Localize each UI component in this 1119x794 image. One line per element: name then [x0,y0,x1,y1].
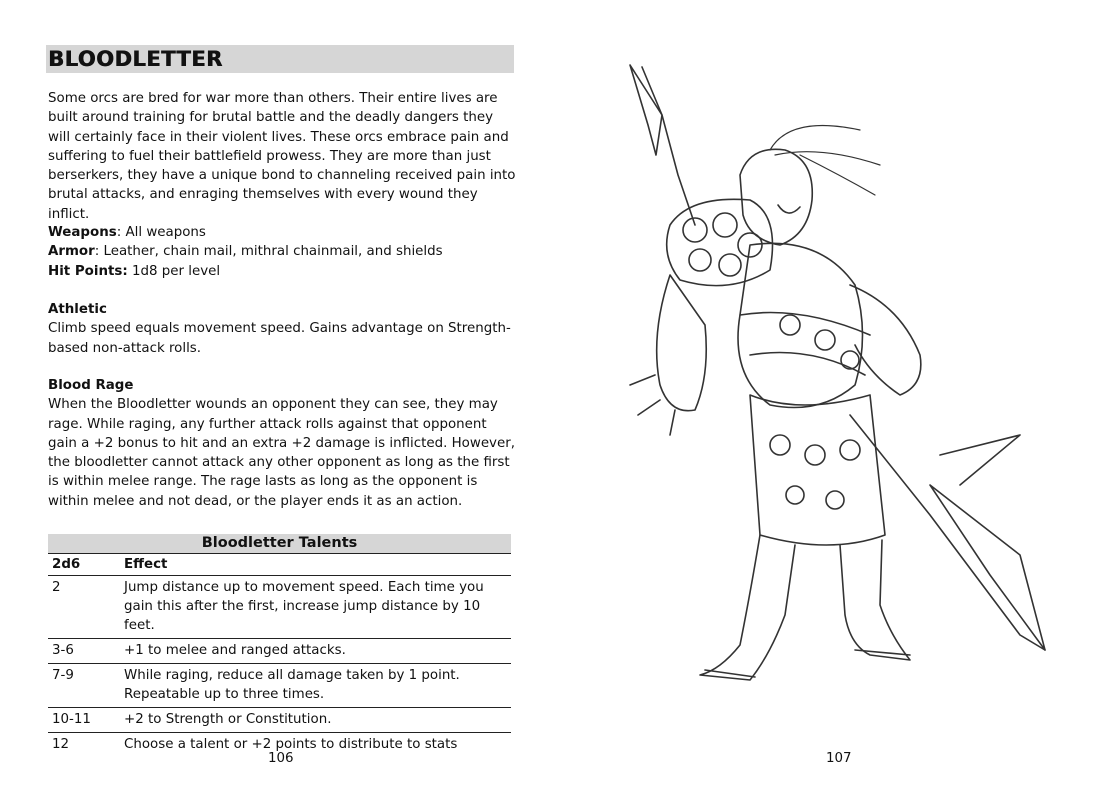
effect-cell: +1 to melee and ranged attacks. [120,639,511,664]
hit-points-value: 1d8 per level [127,263,221,279]
header-effect: Effect [120,554,511,576]
orc-head [740,149,812,245]
intro-text: Some orcs are bred for war more than others. Their entire lives are built around training for brutal battle and the deadly dangers they will certainly face in their violent lives. These orcs embrace pain and suffering to fuel their battlefield prowess. They are more than just berserkers, they have a unique bond to channeling received pain into brutal attacks, and enraging themselves with every wound they inflict. [48,91,516,222]
shoulder-armor [667,199,773,285]
stats-block [48,223,516,281]
orc-bloodletter-illustration [600,55,1070,695]
table-row [48,664,511,708]
hit-points-line [48,262,516,281]
left-leg [700,535,795,680]
armor-label: Armor [48,244,95,260]
spear-blade-lower [930,485,1045,650]
athletic-section [48,300,516,358]
intro-paragraph [48,89,516,224]
effect-cell: Jump distance up to movement speed. Each time you gain this after the first, increase jump distance by 10 feet. [120,576,511,639]
table-row [48,639,511,664]
title-bar [46,45,514,73]
spear-hook [940,435,1020,485]
roll-cell: 2 [48,576,120,639]
spear-shaft-upper [642,67,695,225]
armor-value: : Leather, chain mail, mithral chainmail, and shields [94,244,443,260]
table-row [48,708,511,733]
table-row [48,576,511,639]
page-number-left: 106 [268,751,294,766]
armored-skirt [750,395,885,545]
blood-rage-text: When the Bloodletter wounds an opponent they can see, they may rage. While raging, any further attack rolls against that opponent gain a +2 bonus to hit and an extra +2 damage is inflicted. However, the bloodletter cannot attack any other opponent as long as the first is within melee range. The rage lasts as long as the opponent is within melee and not dead, or the player ends it as an action. [48,397,515,509]
athletic-text: Climb speed equals movement speed. Gains advantage on Strength-based non-attack rolls. [48,321,511,356]
head-bandana [770,126,880,196]
boots [705,650,910,677]
talents-table [48,534,511,757]
spear-shaft-lower [850,415,1045,650]
page-title: BLOODLETTER [48,47,223,71]
roll-cell: 10-11 [48,708,120,733]
weapons-line [48,223,516,242]
talents-table-caption: Bloodletter Talents [48,534,511,554]
page-number-right: 107 [826,751,852,766]
orc-mouth [778,205,800,213]
weapons-value: : All weapons [116,225,206,240]
roll-cell: 12 [52,737,70,752]
effect-cell: +2 to Strength or Constitution. [120,708,511,733]
right-arm [850,285,921,395]
hit-points-label: Hit Points: [48,263,128,279]
header-roll: 2d6 [48,554,120,576]
blood-rage-heading [48,376,516,395]
blood-rage-section [48,376,516,511]
effect-cell: While raging, reduce all damage taken by 1 point. Repeatable up to three times. [120,664,511,708]
roll-cell: 7-9 [48,664,120,708]
left-arm [657,275,707,411]
belts [740,313,870,376]
athletic-heading [48,300,516,319]
right-leg [840,540,910,660]
gauntlet-spikes [630,375,675,435]
weapons-label: Weapons [48,225,117,240]
blood-rage-heading-text: Blood Rage [48,378,134,393]
effect-cell: Choose a talent or +2 points to distribute to stats [124,737,458,752]
armor-line [48,242,516,261]
athletic-heading-text: Athletic [48,302,107,317]
talents-header-row [48,554,511,576]
roll-cell: 3-6 [48,639,120,664]
